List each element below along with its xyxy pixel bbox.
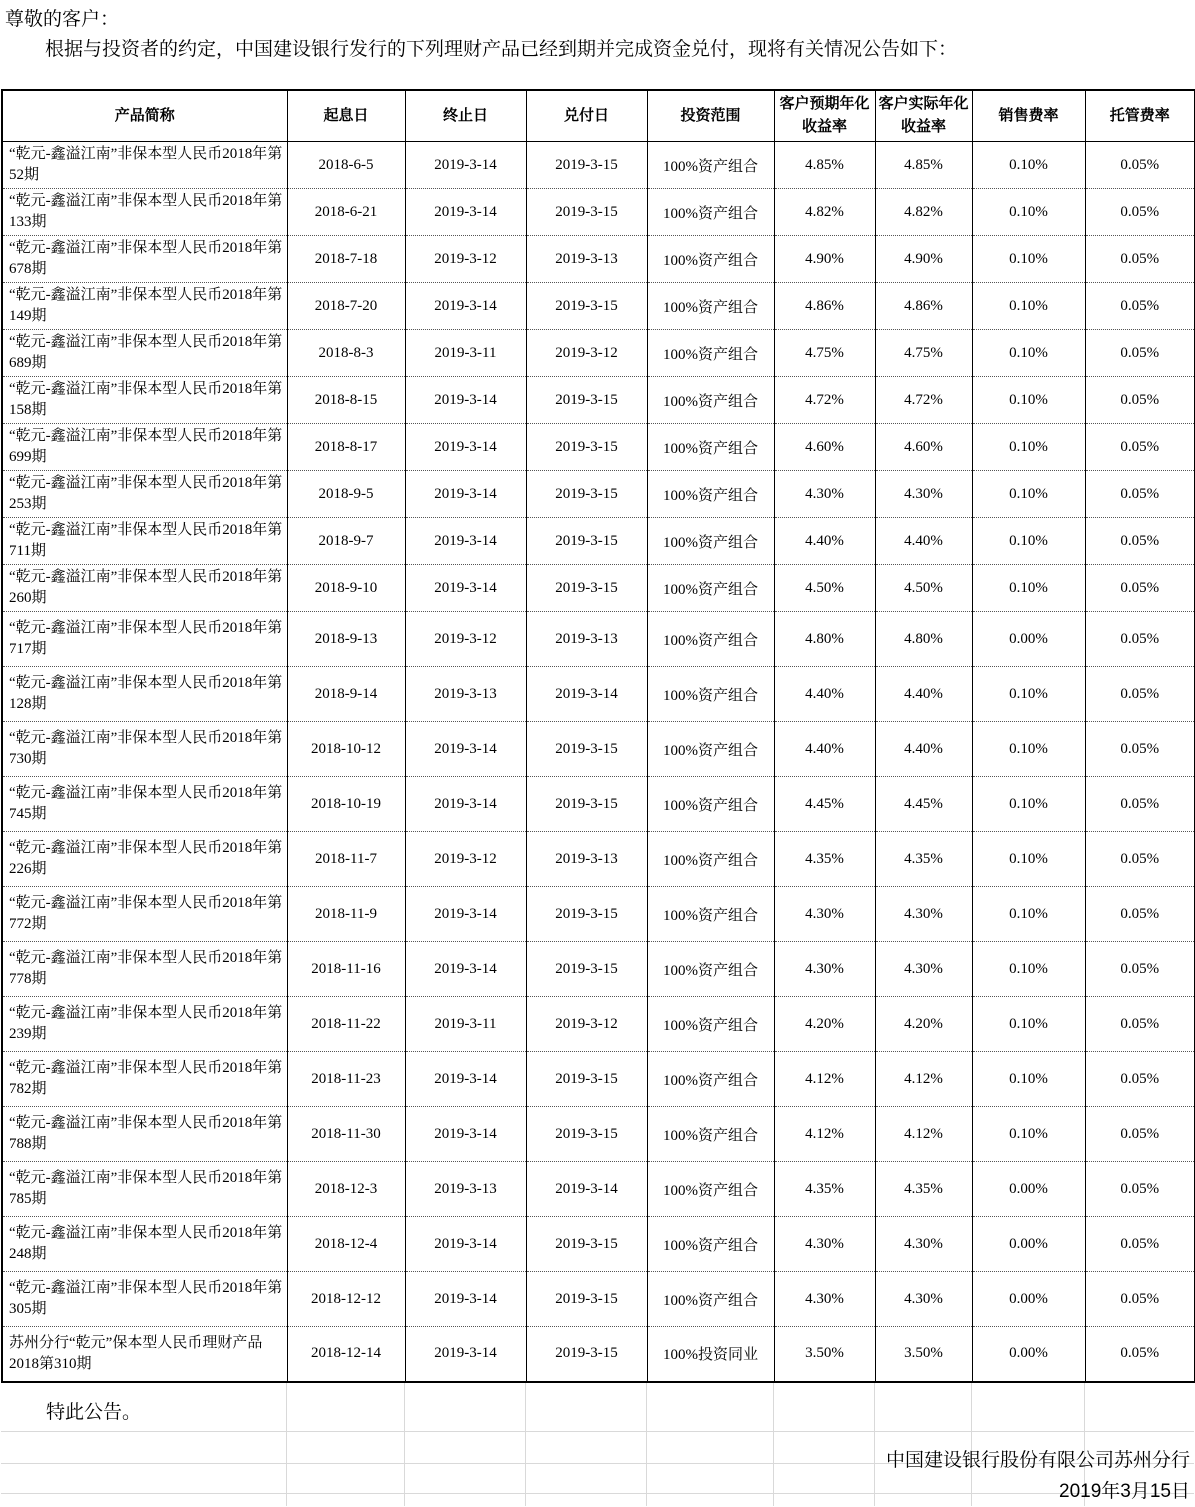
custody-fee-cell: 0.05% [1085, 832, 1195, 887]
sales-fee-cell: 0.00% [972, 1217, 1085, 1272]
payment-date-cell: 2019-3-14 [526, 1162, 647, 1217]
investment-scope-cell: 100%资产组合 [647, 942, 774, 997]
actual-rate-cell: 3.50% [875, 1327, 972, 1382]
product-row [2, 377, 1195, 424]
grid-line [525, 1383, 526, 1506]
expected-rate-cell: 4.12% [774, 1107, 875, 1162]
custody-fee-cell: 0.05% [1085, 667, 1195, 722]
column-header-5: 投资范围 [647, 90, 774, 142]
product-name-cell: “乾元-鑫溢江南”非保本型人民币2018年第248期 [2, 1217, 287, 1272]
expected-rate-cell: 4.30% [774, 1217, 875, 1272]
investment-scope-cell: 100%资产组合 [647, 722, 774, 777]
product-name-cell: “乾元-鑫溢江南”非保本型人民币2018年第158期 [2, 377, 287, 424]
investment-scope-cell: 100%资产组合 [647, 565, 774, 612]
investment-scope-cell: 100%资产组合 [647, 424, 774, 471]
custody-fee-cell: 0.05% [1085, 1162, 1195, 1217]
value-date-cell: 2018-8-15 [287, 377, 405, 424]
payment-date-cell: 2019-3-15 [526, 1052, 647, 1107]
product-row [2, 777, 1195, 832]
end-date-cell: 2019-3-14 [405, 1327, 526, 1382]
expected-rate-cell: 4.45% [774, 777, 875, 832]
grid-line [286, 1383, 287, 1506]
product-row [2, 189, 1195, 236]
expected-rate-cell: 4.50% [774, 565, 875, 612]
investment-scope-cell: 100%资产组合 [647, 377, 774, 424]
end-date-cell: 2019-3-14 [405, 142, 526, 189]
product-name-cell: “乾元-鑫溢江南”非保本型人民币2018年第785期 [2, 1162, 287, 1217]
product-row [2, 1052, 1195, 1107]
intro-section [0, 0, 1195, 89]
investment-scope-cell: 100%资产组合 [647, 997, 774, 1052]
value-date-cell: 2018-9-14 [287, 667, 405, 722]
product-name-cell: “乾元-鑫溢江南”非保本型人民币2018年第52期 [2, 142, 287, 189]
product-row [2, 565, 1195, 612]
sales-fee-cell: 0.00% [972, 1162, 1085, 1217]
grid-line [646, 1383, 647, 1506]
actual-rate-cell: 4.40% [875, 667, 972, 722]
expected-rate-cell: 4.85% [774, 142, 875, 189]
investment-scope-cell: 100%资产组合 [647, 1217, 774, 1272]
column-header-1: 产品简称 [2, 90, 287, 142]
value-date-cell: 2018-8-3 [287, 330, 405, 377]
end-date-cell: 2019-3-14 [405, 887, 526, 942]
intro-paragraph: 根据与投资者的约定，中国建设银行发行的下列理财产品已经到期并完成资金兑付，现将有关情况公告如下： [45, 39, 958, 60]
product-row [2, 1217, 1195, 1272]
sales-fee-cell: 0.10% [972, 189, 1085, 236]
value-date-cell: 2018-7-18 [287, 236, 405, 283]
payment-date-cell: 2019-3-14 [526, 667, 647, 722]
custody-fee-cell: 0.05% [1085, 777, 1195, 832]
expected-rate-cell: 4.40% [774, 667, 875, 722]
actual-rate-cell: 4.72% [875, 377, 972, 424]
payment-date-cell: 2019-3-15 [526, 1217, 647, 1272]
product-name-cell: “乾元-鑫溢江南”非保本型人民币2018年第699期 [2, 424, 287, 471]
grid-line [404, 1383, 405, 1506]
custody-fee-cell: 0.05% [1085, 997, 1195, 1052]
expected-rate-cell: 4.30% [774, 471, 875, 518]
actual-rate-cell: 4.82% [875, 189, 972, 236]
custody-fee-cell: 0.05% [1085, 1272, 1195, 1327]
sales-fee-cell: 0.10% [972, 330, 1085, 377]
end-date-cell: 2019-3-14 [405, 942, 526, 997]
product-row [2, 330, 1195, 377]
actual-rate-cell: 4.30% [875, 1272, 972, 1327]
sales-fee-cell: 0.10% [972, 283, 1085, 330]
investment-scope-cell: 100%资产组合 [647, 612, 774, 667]
value-date-cell: 2018-10-12 [287, 722, 405, 777]
product-row [2, 832, 1195, 887]
payment-date-cell: 2019-3-13 [526, 832, 647, 887]
payment-date-cell: 2019-3-15 [526, 1272, 647, 1327]
value-date-cell: 2018-11-16 [287, 942, 405, 997]
value-date-cell: 2018-9-7 [287, 518, 405, 565]
sales-fee-cell: 0.00% [972, 1272, 1085, 1327]
end-date-cell: 2019-3-11 [405, 997, 526, 1052]
table-header-row [2, 90, 1195, 142]
products-table [1, 89, 1195, 1383]
sales-fee-cell: 0.10% [972, 1052, 1085, 1107]
custody-fee-cell: 0.05% [1085, 1217, 1195, 1272]
product-name-cell: “乾元-鑫溢江南”非保本型人民币2018年第730期 [2, 722, 287, 777]
actual-rate-cell: 4.12% [875, 1052, 972, 1107]
end-date-cell: 2019-3-14 [405, 1107, 526, 1162]
expected-rate-cell: 4.40% [774, 518, 875, 565]
payment-date-cell: 2019-3-15 [526, 283, 647, 330]
custody-fee-cell: 0.05% [1085, 189, 1195, 236]
column-header-7: 客户实际年化收益率 [875, 90, 972, 142]
payment-date-cell: 2019-3-15 [526, 471, 647, 518]
end-date-cell: 2019-3-12 [405, 612, 526, 667]
issuer-name: 中国建设银行股份有限公司苏州分行 [885, 1449, 1190, 1471]
custody-fee-cell: 0.05% [1085, 612, 1195, 667]
actual-rate-cell: 4.45% [875, 777, 972, 832]
expected-rate-cell: 4.80% [774, 612, 875, 667]
expected-rate-cell: 4.72% [774, 377, 875, 424]
product-row [2, 1327, 1195, 1382]
end-date-cell: 2019-3-14 [405, 1217, 526, 1272]
investment-scope-cell: 100%资产组合 [647, 1107, 774, 1162]
actual-rate-cell: 4.90% [875, 236, 972, 283]
sales-fee-cell: 0.10% [972, 471, 1085, 518]
end-date-cell: 2019-3-14 [405, 377, 526, 424]
expected-rate-cell: 4.30% [774, 887, 875, 942]
payment-date-cell: 2019-3-15 [526, 518, 647, 565]
product-name-cell: “乾元-鑫溢江南”非保本型人民币2018年第689期 [2, 330, 287, 377]
custody-fee-cell: 0.05% [1085, 1052, 1195, 1107]
custody-fee-cell: 0.05% [1085, 1107, 1195, 1162]
actual-rate-cell: 4.35% [875, 832, 972, 887]
product-row [2, 722, 1195, 777]
sales-fee-cell: 0.10% [972, 997, 1085, 1052]
sales-fee-cell: 0.10% [972, 832, 1085, 887]
closing-statement: 特此公告。 [46, 1401, 142, 1423]
sales-fee-cell: 0.10% [972, 1107, 1085, 1162]
value-date-cell: 2018-9-10 [287, 565, 405, 612]
end-date-cell: 2019-3-14 [405, 518, 526, 565]
expected-rate-cell: 4.82% [774, 189, 875, 236]
payment-date-cell: 2019-3-15 [526, 377, 647, 424]
value-date-cell: 2018-7-20 [287, 283, 405, 330]
investment-scope-cell: 100%资产组合 [647, 1162, 774, 1217]
column-header-6: 客户预期年化收益率 [774, 90, 875, 142]
grid-line [773, 1383, 774, 1506]
actual-rate-cell: 4.50% [875, 565, 972, 612]
actual-rate-cell: 4.85% [875, 142, 972, 189]
actual-rate-cell: 4.40% [875, 722, 972, 777]
column-header-4: 兑付日 [526, 90, 647, 142]
value-date-cell: 2018-11-9 [287, 887, 405, 942]
product-name-cell: “乾元-鑫溢江南”非保本型人民币2018年第772期 [2, 887, 287, 942]
custody-fee-cell: 0.05% [1085, 722, 1195, 777]
end-date-cell: 2019-3-14 [405, 1052, 526, 1107]
actual-rate-cell: 4.20% [875, 997, 972, 1052]
sales-fee-cell: 0.10% [972, 236, 1085, 283]
investment-scope-cell: 100%资产组合 [647, 189, 774, 236]
product-name-cell: “乾元-鑫溢江南”非保本型人民币2018年第711期 [2, 518, 287, 565]
actual-rate-cell: 4.60% [875, 424, 972, 471]
investment-scope-cell: 100%资产组合 [647, 236, 774, 283]
product-name-cell: “乾元-鑫溢江南”非保本型人民币2018年第133期 [2, 189, 287, 236]
payment-date-cell: 2019-3-15 [526, 1107, 647, 1162]
sales-fee-cell: 0.10% [972, 377, 1085, 424]
end-date-cell: 2019-3-12 [405, 832, 526, 887]
custody-fee-cell: 0.05% [1085, 424, 1195, 471]
payment-date-cell: 2019-3-12 [526, 997, 647, 1052]
footer-section [1, 1383, 1194, 1506]
grid-line [874, 1383, 875, 1506]
payment-date-cell: 2019-3-15 [526, 777, 647, 832]
product-row [2, 997, 1195, 1052]
end-date-cell: 2019-3-11 [405, 330, 526, 377]
product-name-cell: “乾元-鑫溢江南”非保本型人民币2018年第717期 [2, 612, 287, 667]
product-row [2, 283, 1195, 330]
investment-scope-cell: 100%资产组合 [647, 283, 774, 330]
sales-fee-cell: 0.10% [972, 722, 1085, 777]
issue-date: 2019年3月15日 [1059, 1480, 1190, 1502]
column-header-3: 终止日 [405, 90, 526, 142]
product-row [2, 236, 1195, 283]
actual-rate-cell: 4.30% [875, 471, 972, 518]
sales-fee-cell: 0.10% [972, 777, 1085, 832]
expected-rate-cell: 4.20% [774, 997, 875, 1052]
value-date-cell: 2018-12-3 [287, 1162, 405, 1217]
value-date-cell: 2018-11-7 [287, 832, 405, 887]
value-date-cell: 2018-6-5 [287, 142, 405, 189]
end-date-cell: 2019-3-13 [405, 667, 526, 722]
investment-scope-cell: 100%资产组合 [647, 832, 774, 887]
payment-date-cell: 2019-3-13 [526, 236, 647, 283]
product-row [2, 142, 1195, 189]
product-name-cell: “乾元-鑫溢江南”非保本型人民币2018年第226期 [2, 832, 287, 887]
actual-rate-cell: 4.30% [875, 1217, 972, 1272]
payment-date-cell: 2019-3-13 [526, 612, 647, 667]
sales-fee-cell: 0.10% [972, 518, 1085, 565]
value-date-cell: 2018-10-19 [287, 777, 405, 832]
end-date-cell: 2019-3-14 [405, 1272, 526, 1327]
expected-rate-cell: 4.60% [774, 424, 875, 471]
product-name-cell: “乾元-鑫溢江南”非保本型人民币2018年第745期 [2, 777, 287, 832]
actual-rate-cell: 4.35% [875, 1162, 972, 1217]
actual-rate-cell: 4.30% [875, 942, 972, 997]
sales-fee-cell: 0.10% [972, 667, 1085, 722]
product-name-cell: “乾元-鑫溢江南”非保本型人民币2018年第149期 [2, 283, 287, 330]
custody-fee-cell: 0.05% [1085, 565, 1195, 612]
actual-rate-cell: 4.80% [875, 612, 972, 667]
column-header-9: 托管费率 [1085, 90, 1195, 142]
expected-rate-cell: 4.86% [774, 283, 875, 330]
payment-date-cell: 2019-3-15 [526, 424, 647, 471]
custody-fee-cell: 0.05% [1085, 518, 1195, 565]
sales-fee-cell: 0.00% [972, 612, 1085, 667]
custody-fee-cell: 0.05% [1085, 236, 1195, 283]
custody-fee-cell: 0.05% [1085, 377, 1195, 424]
sales-fee-cell: 0.00% [972, 1327, 1085, 1382]
payment-date-cell: 2019-3-15 [526, 142, 647, 189]
product-row [2, 942, 1195, 997]
end-date-cell: 2019-3-12 [405, 236, 526, 283]
product-name-cell: “乾元-鑫溢江南”非保本型人民币2018年第239期 [2, 997, 287, 1052]
product-row [2, 518, 1195, 565]
expected-rate-cell: 4.35% [774, 832, 875, 887]
product-name-cell: “乾元-鑫溢江南”非保本型人民币2018年第788期 [2, 1107, 287, 1162]
investment-scope-cell: 100%资产组合 [647, 777, 774, 832]
payment-date-cell: 2019-3-15 [526, 887, 647, 942]
investment-scope-cell: 100%资产组合 [647, 471, 774, 518]
custody-fee-cell: 0.05% [1085, 887, 1195, 942]
sales-fee-cell: 0.10% [972, 424, 1085, 471]
product-name-cell: “乾元-鑫溢江南”非保本型人民币2018年第782期 [2, 1052, 287, 1107]
product-name-cell: “乾元-鑫溢江南”非保本型人民币2018年第253期 [2, 471, 287, 518]
custody-fee-cell: 0.05% [1085, 1327, 1195, 1382]
payment-date-cell: 2019-3-15 [526, 189, 647, 236]
product-row [2, 424, 1195, 471]
actual-rate-cell: 4.86% [875, 283, 972, 330]
value-date-cell: 2018-12-14 [287, 1327, 405, 1382]
expected-rate-cell: 3.50% [774, 1327, 875, 1382]
product-name-cell: “乾元-鑫溢江南”非保本型人民币2018年第260期 [2, 565, 287, 612]
intro-salutation: 尊敬的客户： [5, 9, 120, 30]
payment-date-cell: 2019-3-15 [526, 565, 647, 612]
end-date-cell: 2019-3-14 [405, 424, 526, 471]
custody-fee-cell: 0.05% [1085, 283, 1195, 330]
expected-rate-cell: 4.40% [774, 722, 875, 777]
investment-scope-cell: 100%资产组合 [647, 142, 774, 189]
value-date-cell: 2018-11-23 [287, 1052, 405, 1107]
signature-block [886, 1445, 1190, 1507]
end-date-cell: 2019-3-14 [405, 283, 526, 330]
column-header-8: 销售费率 [972, 90, 1085, 142]
sales-fee-cell: 0.10% [972, 142, 1085, 189]
product-row [2, 1107, 1195, 1162]
custody-fee-cell: 0.05% [1085, 142, 1195, 189]
product-name-cell: “乾元-鑫溢江南”非保本型人民币2018年第128期 [2, 667, 287, 722]
expected-rate-cell: 4.35% [774, 1162, 875, 1217]
end-date-cell: 2019-3-14 [405, 777, 526, 832]
grid-line [1, 1431, 1194, 1432]
investment-scope-cell: 100%资产组合 [647, 667, 774, 722]
value-date-cell: 2018-12-12 [287, 1272, 405, 1327]
value-date-cell: 2018-9-13 [287, 612, 405, 667]
investment-scope-cell: 100%资产组合 [647, 1052, 774, 1107]
product-row [2, 1272, 1195, 1327]
investment-scope-cell: 100%资产组合 [647, 518, 774, 565]
actual-rate-cell: 4.40% [875, 518, 972, 565]
payment-date-cell: 2019-3-15 [526, 942, 647, 997]
expected-rate-cell: 4.90% [774, 236, 875, 283]
custody-fee-cell: 0.05% [1085, 330, 1195, 377]
product-row [2, 887, 1195, 942]
sales-fee-cell: 0.10% [972, 942, 1085, 997]
end-date-cell: 2019-3-14 [405, 565, 526, 612]
expected-rate-cell: 4.12% [774, 1052, 875, 1107]
payment-date-cell: 2019-3-15 [526, 1327, 647, 1382]
product-row [2, 612, 1195, 667]
value-date-cell: 2018-11-22 [287, 997, 405, 1052]
expected-rate-cell: 4.30% [774, 942, 875, 997]
actual-rate-cell: 4.30% [875, 887, 972, 942]
custody-fee-cell: 0.05% [1085, 942, 1195, 997]
value-date-cell: 2018-11-30 [287, 1107, 405, 1162]
end-date-cell: 2019-3-14 [405, 722, 526, 777]
product-row [2, 471, 1195, 518]
product-name-cell: “乾元-鑫溢江南”非保本型人民币2018年第778期 [2, 942, 287, 997]
expected-rate-cell: 4.75% [774, 330, 875, 377]
product-name-cell: “乾元-鑫溢江南”非保本型人民币2018年第678期 [2, 236, 287, 283]
investment-scope-cell: 100%资产组合 [647, 1272, 774, 1327]
actual-rate-cell: 4.12% [875, 1107, 972, 1162]
value-date-cell: 2018-12-4 [287, 1217, 405, 1272]
investment-scope-cell: 100%资产组合 [647, 330, 774, 377]
value-date-cell: 2018-8-17 [287, 424, 405, 471]
end-date-cell: 2019-3-14 [405, 471, 526, 518]
custody-fee-cell: 0.05% [1085, 471, 1195, 518]
product-name-cell: 苏州分行“乾元”保本型人民币理财产品2018第310期 [2, 1327, 287, 1382]
payment-date-cell: 2019-3-15 [526, 722, 647, 777]
end-date-cell: 2019-3-13 [405, 1162, 526, 1217]
payment-date-cell: 2019-3-12 [526, 330, 647, 377]
product-row [2, 1162, 1195, 1217]
investment-scope-cell: 100%资产组合 [647, 887, 774, 942]
sales-fee-cell: 0.10% [972, 565, 1085, 612]
end-date-cell: 2019-3-14 [405, 189, 526, 236]
expected-rate-cell: 4.30% [774, 1272, 875, 1327]
investment-scope-cell: 100%投资同业 [647, 1327, 774, 1382]
product-name-cell: “乾元-鑫溢江南”非保本型人民币2018年第305期 [2, 1272, 287, 1327]
value-date-cell: 2018-6-21 [287, 189, 405, 236]
product-row [2, 667, 1195, 722]
actual-rate-cell: 4.75% [875, 330, 972, 377]
sales-fee-cell: 0.10% [972, 887, 1085, 942]
value-date-cell: 2018-9-5 [287, 471, 405, 518]
column-header-2: 起息日 [287, 90, 405, 142]
